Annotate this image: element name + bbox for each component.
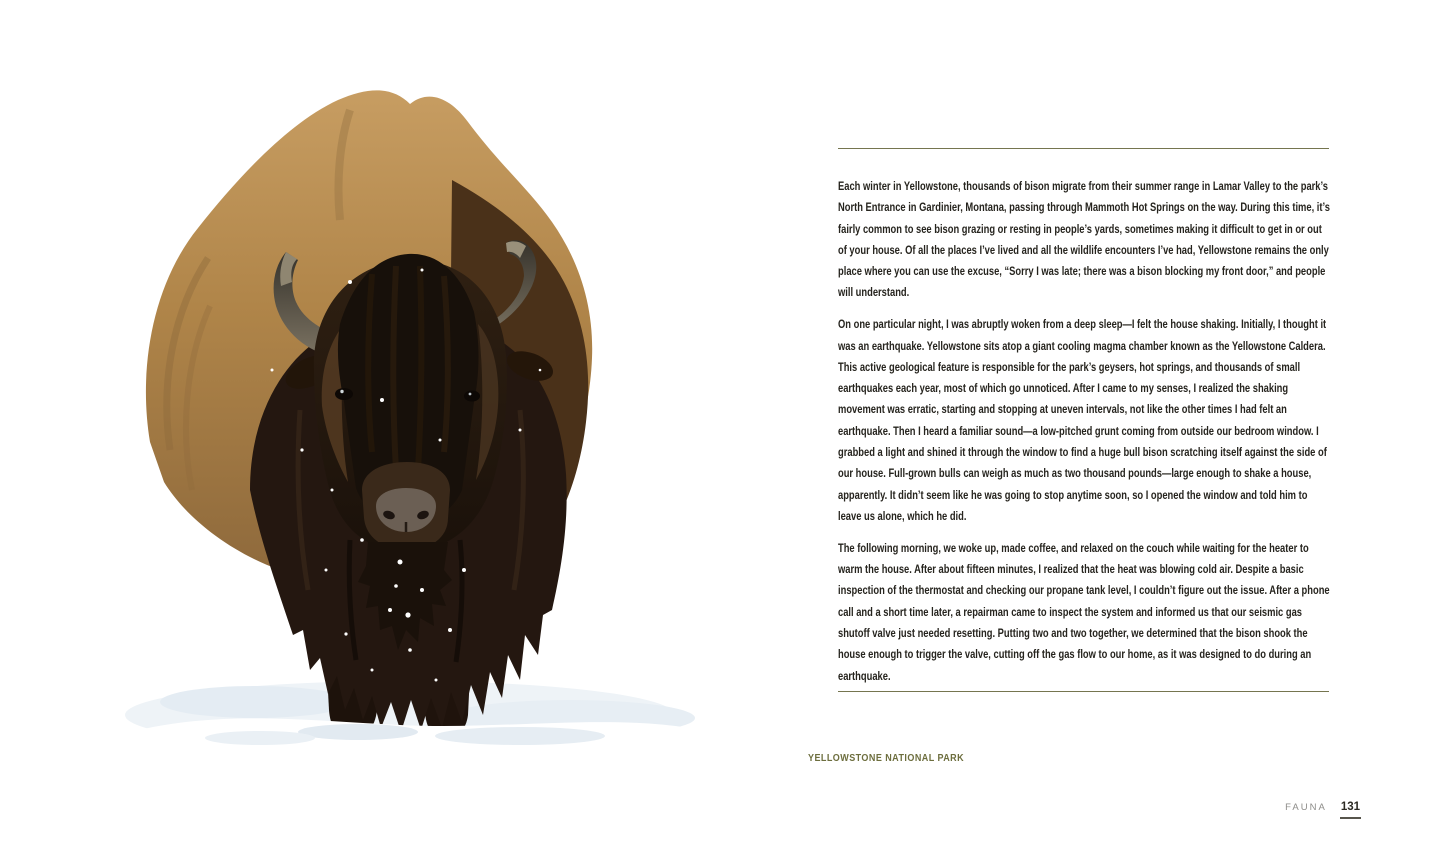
bison-illustration [100,70,720,770]
bison-photo [100,70,720,770]
story-paragraph: The following morning, we woke up, made coffee, and relaxed on the couch while waiting for the heater to warm the house. After about fifteen minutes, I realized that the heat was blowing cold air. Despite a basic inspection of the thermostat and checking our propane tank level, I couldn’t figure out the issue. After a phone call and a short time later, a repairman came to inspect the system and informed us that our seismic gas shutoff valve just needed resetting. Putting two and two together, we determined that the bison shook the house enough to trigger the valve, cutting off the gas flow to our home, as it was designed to do during an earthquake. [838,540,1330,683]
photo-location-caption: YELLOWSTONE NATIONAL PARK [808,753,965,764]
top-rule [838,148,1329,149]
story-column [838,176,1330,697]
story-paragraph: On one particular night, I was abruptly woken from a deep sleep—I felt the house shaking. Initially, I thought it was an earthquake. Yellowstone sits atop a giant cooling magma chamber known as the Yellowstone Caldera. This active geological feature is responsible for the park’s geysers, hot springs, and thousands of small earthquakes each year, most of which go unnoticed. After I came to my senses, I realized the shaking movement was erratic, starting and stopping at uneven intervals, not like the other times I had felt an earthquake. Then I heard a familiar sound—a low-pitched grunt coming from outside our bedroom window. I grabbed a light and shined it through the window to find a huge bull bison scratching itself against the side of our house. Full-grown bulls can weigh as much as two thousand pounds—large enough to shake a house, apparently. It didn’t seem like he was going to stop anytime soon, so I opened the window and told him to leave us alone, which he did. [838,317,1327,523]
story-paragraph: Each winter in Yellowstone, thousands of bison migrate from their summer range in Lamar Valley to the park’s North Entrance in Gardinier, Montana, passing through Mammoth Hot Springs on the way. During this time, it’s fairly common to see bison grazing or resting in people’s yards, sometimes making it difficult to get in or out of your house. Of all the places I’ve lived and all the wildlife encounters I’ve had, Yellowstone remains the only place where you can use the excuse, “Sorry I was late; there was a bison blocking my front door,” and people will understand. [838,179,1330,300]
bottom-rule [838,691,1329,692]
footer-page-number: 131 [1340,802,1361,819]
page-footer [1285,802,1361,819]
footer-section-label: FAUNA [1285,802,1327,813]
